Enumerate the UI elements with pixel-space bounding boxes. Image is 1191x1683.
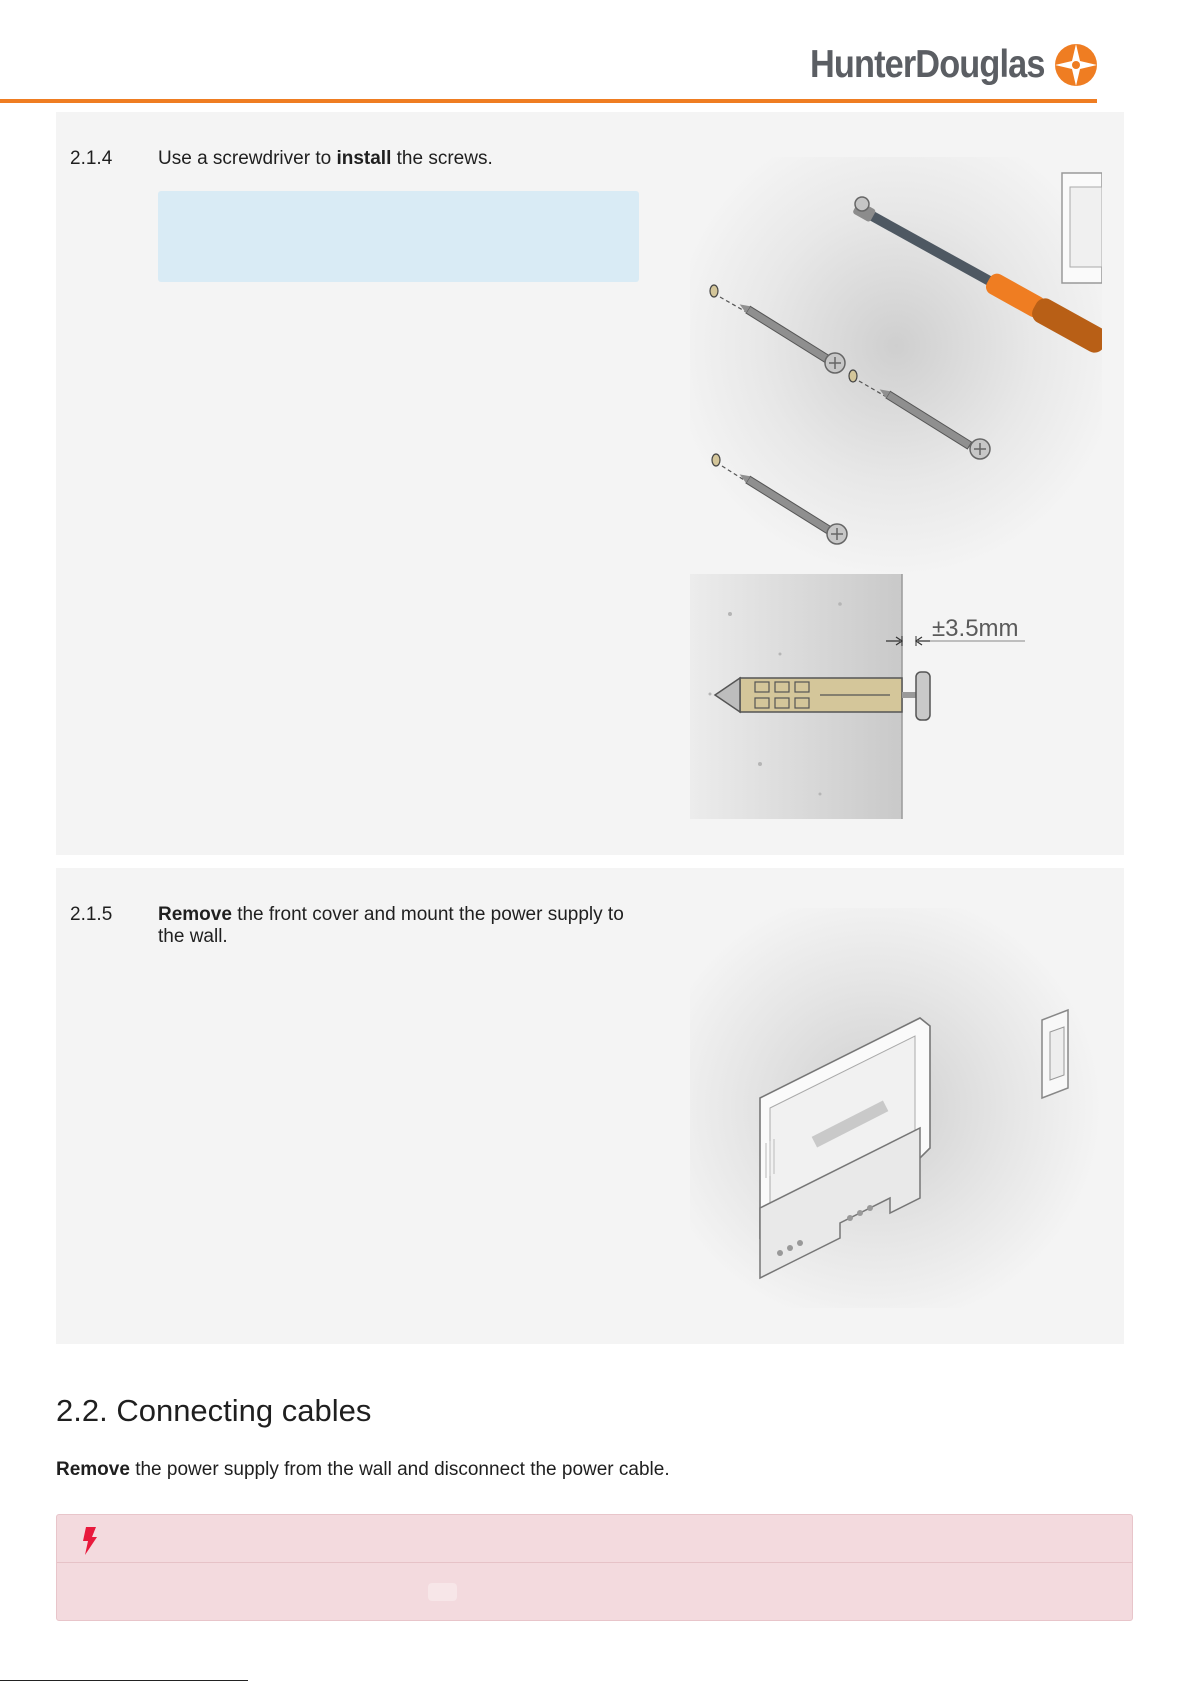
step-instruction: Remove the front cover and mount the power supply to the wall. <box>158 904 624 947</box>
info-note-box <box>158 191 639 282</box>
section-heading: 2.2. Connecting cables <box>56 1393 372 1428</box>
warning-divider <box>57 1562 1132 1563</box>
lightning-bolt-icon <box>82 1527 98 1555</box>
warning-inline-chip <box>428 1583 457 1601</box>
warning-box <box>56 1514 1133 1621</box>
step-panel-2-1-4 <box>56 112 1124 855</box>
gap-dimension-label: ±3.5mm <box>932 615 1019 642</box>
footnote-divider <box>0 1680 248 1681</box>
brand-logo <box>810 40 1077 90</box>
wall-plug-gap-illustration <box>690 574 1102 819</box>
brand-name: HunterDouglas <box>810 43 1045 86</box>
step-number: 2.1.4 <box>70 148 113 169</box>
hunter-douglas-star-icon <box>1054 43 1098 87</box>
section-paragraph: Remove the power supply from the wall and disconnect the power cable. <box>56 1459 670 1480</box>
step-instruction: Use a screwdriver to install the screws. <box>158 148 493 169</box>
step-panel-2-1-5 <box>56 868 1124 1344</box>
power-supply-on-wall-illustration <box>690 908 1102 1308</box>
step-number: 2.1.5 <box>70 904 113 925</box>
screwdriver-and-screws-illustration <box>690 157 1102 577</box>
header-divider <box>0 99 1097 103</box>
